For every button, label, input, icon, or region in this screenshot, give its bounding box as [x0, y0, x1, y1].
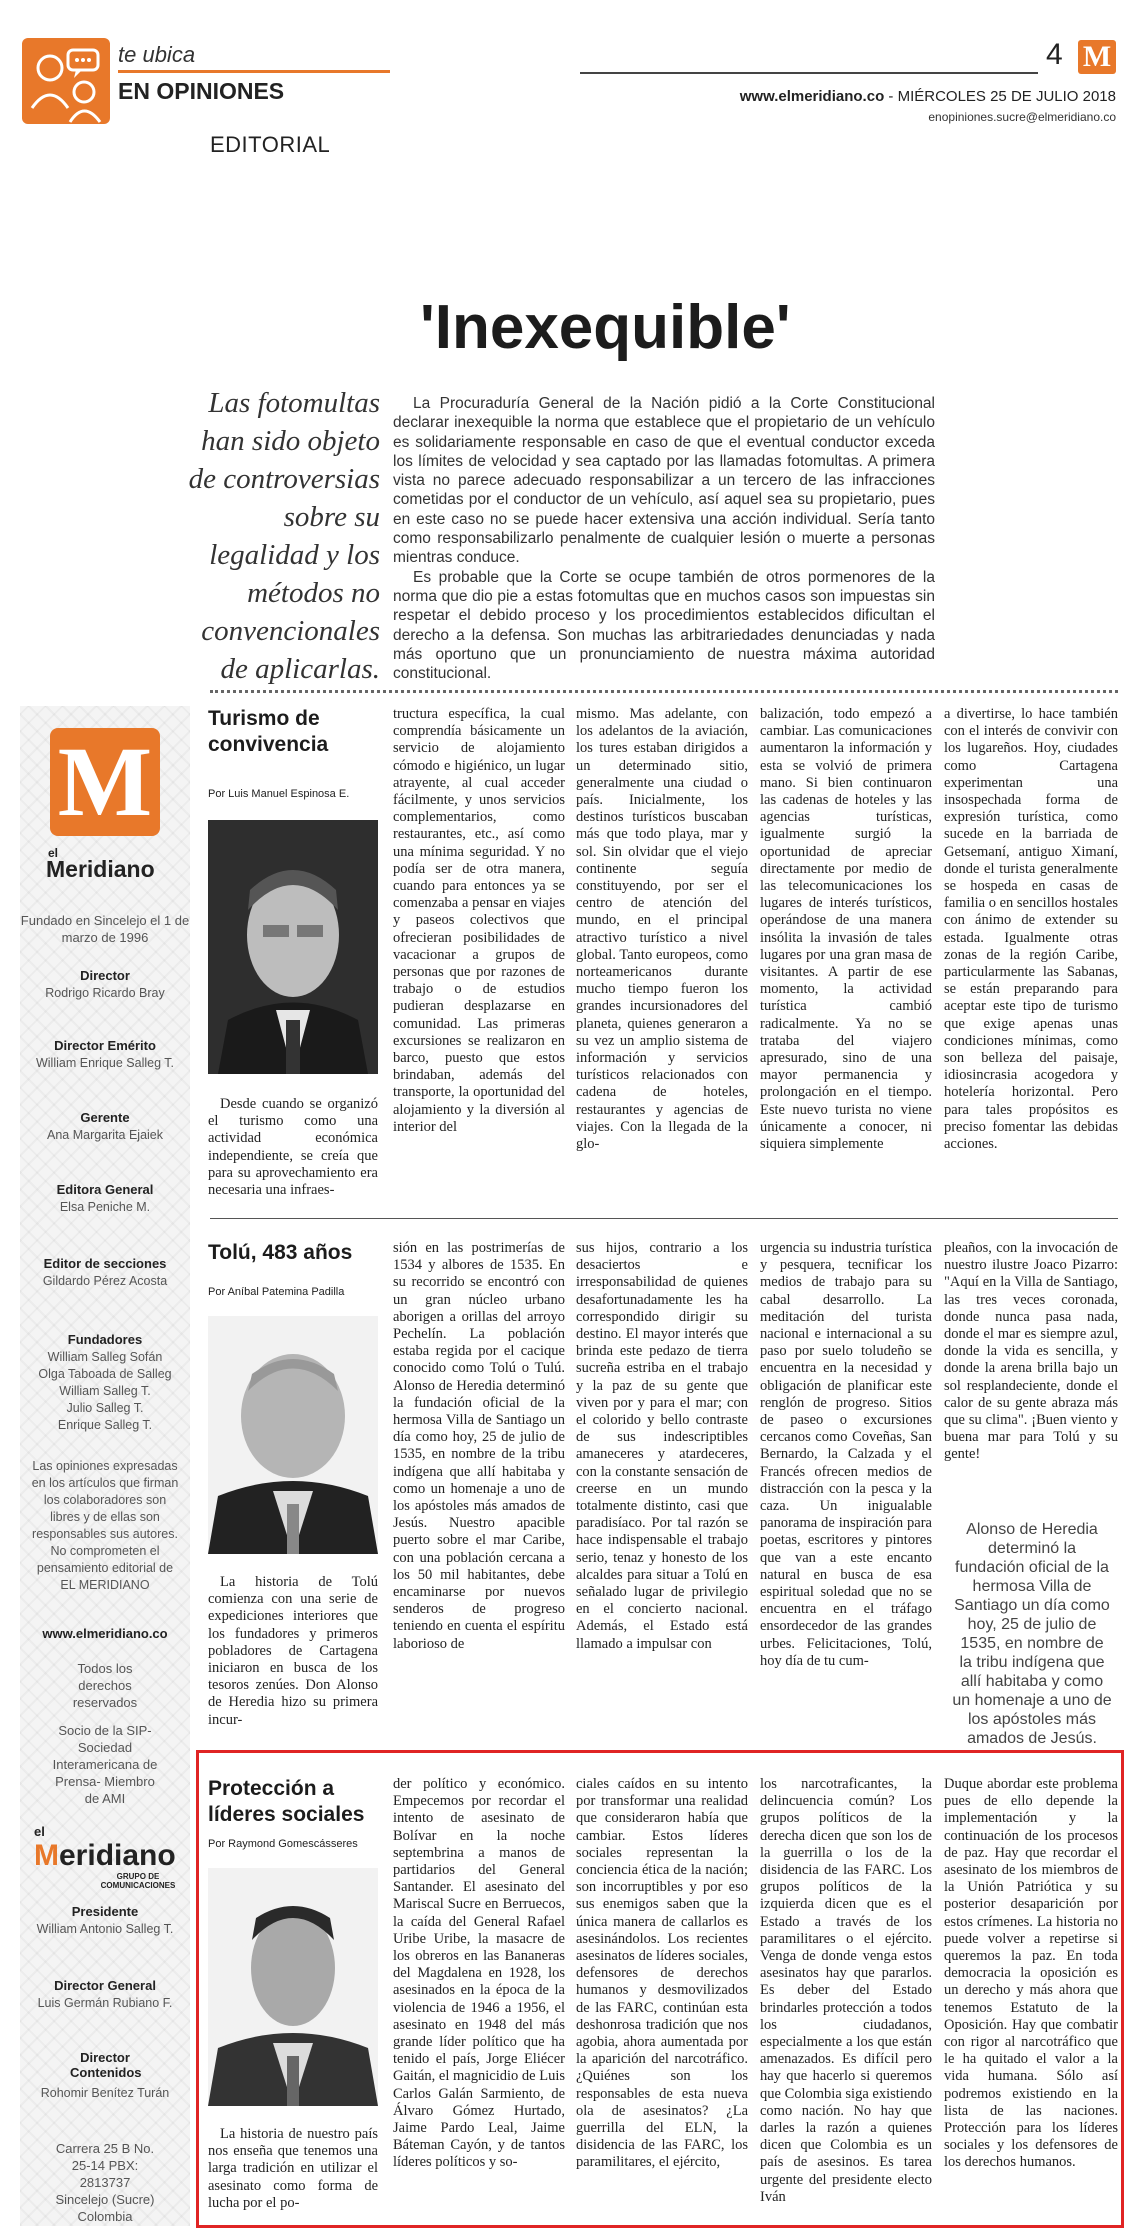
article-lead: Desde cuando se organizó el turismo como una actividad económica independiente, se creía que para su aprovechamiento era necesaria una infraes-	[208, 1096, 378, 1199]
article-lead: La historia de Tolú comienza con una serie de expediciones interiores que los fundadores y primeros pobladores de Cartagena iniciaron en busca de los tesoros zenúes. Don Alonso de Heredia hizo su primera incur-	[208, 1574, 378, 1728]
article-divider	[210, 1218, 1118, 1219]
address: Carrera 25 B No. 25-14 PBX: 2813737 Sincelejo (Sucre) Colombia	[55, 2141, 155, 2224]
masthead-sidebar	[20, 706, 190, 2226]
article-column: los narcotraficantes, la delincuencia común? Los grupos políticos de la derecha dicen que son los de la guerrilla o los de la disidencia de las FARC. Los grupos políticos de la izquierda dicen que es el Estado a través de los paramilitares o el ejército. Venga de donde venga estos asesinatos hay que pararlos. Es deber del Estado brindarles protección a todos los ciudadanos, especialmente a los que están amenazados. Es difícil pero hay que hacerlo si queremos que Colombia siga existiendo como nación. No hay que darles la razón a quienes dicen que Colombia es un país de asesinos. Es tarea urgente del presidente electo Iván	[760, 1776, 932, 2205]
editorial-divider	[210, 690, 1118, 693]
staff-name: Gildardo Pérez Acosta	[42, 1274, 168, 1288]
article-column: ciales caídos en su intento por transformar una realidad que consideraron había que cambiar. Estos líderes sociales representan la conciencia ética de la nación; son incorruptibles y por eso sus enemigos saben que la única manera de callarlos es asesinándolos. Los recientes asesinatos de líderes sociales, defensores de derechos humanos y desmovilizados de las FARC, continúan esta deshonrosa tradición que nos agobia, ahora aumentada por la aparición del narcotráfico. ¿Quiénes son los responsables de esta nueva ola de asesinatos? ¿La guerrilla del ELN, la disidencia de las FARC, los paramilitares, el ejército,	[576, 1776, 748, 2171]
article-column: Duque abordar este problema pues de ello depende la implementación y la continuación de los procesos de paz. Hay que recordar el asesinato de los miembros de la Unión Patriótica y su posterior desaparición por estos crímenes. La historia no puede volver a repetirse si queremos la paz. En toda democracia la oposición es un derecho y más ahora que tenemos Estatuto de la Oposición. Hay que combatir con rigor al narcotráfico que le ha quitado el valor a la vida humana. Sólo así podremos existiendo en la lista de las naciones. Protección para los líderes sociales y los defensores de los derechos humanos.	[944, 1776, 1118, 2171]
founded-note: Fundado en Sincelejo el 1 de marzo de 1996	[20, 913, 190, 945]
staff-name: William Antonio Salleg T.	[36, 1922, 174, 1936]
author-photo	[208, 1868, 378, 2106]
founder-name: Julio Salleg T.	[66, 1401, 144, 1415]
group-brand-rest: eridiano	[59, 1839, 176, 1872]
staff-role: Gerente	[80, 1110, 130, 1125]
page-number: 4	[1046, 38, 1063, 71]
staff-role: Presidente	[71, 1904, 139, 1919]
editorial-paragraph: La Procuraduría General de la Nación pidió a la Corte Constitucional declarar inexequible la norma que establece que el propietario de un vehículo es solidariamente responsable en caso de que el eventual conductor exceda los límites de velocidad y sea captado por las llamadas fotomultas. A primera vista no parece adecuado responsabilizar a un tercero de las infracciones cometidas por el conductor de un vehículo, así aquel sea su propietario, pues en este caso no se puede hacer extensiva una acción individual. Sería tanto como responsabilizarlo penalmente de cualquier lesión o muerte a personas mientras conduce.	[393, 395, 935, 567]
author-photo	[208, 820, 378, 1074]
article-column: balización, todo empezó a cambiar. Las comunicaciones aumentaron la información y esta se volvió de primera mano. Si bien continuaron las cadenas de hoteles y las agencias turísticas, igualmente surgió la oportunidad de apreciar directamente por medio de las telecomunicaciones los lugares de interés turísticos, operándose de una manera insólita la invasión de tales lugares por una gran masa de visitantes. A partir de ese momento, la actividad turística cambió radicalmente. Ya no se trataba del viajero apresurado, sino de una mayor permanencia y prolongación en el tiempo. Este nuevo turista no viene únicamente a conocer, ni siquiera simplemente	[760, 706, 932, 1153]
article-column: a divertirse, lo hace también con el interés de convivir con los lugareños. Hoy, ciudades como Cartagena experimentan una insospechada forma de expresión turística, como sucede en la barriada de Getsemaní, antiguo Ximaní, donde el turista generalmente se hospeda en casas de familia o en sencillos hostales con ánimo de extender su estada. Igualmente otras zonas de la región Caribe, particularmente las Sabanas, se están preparando para aceptar este tipo de turismo que exige apenas unas condiciones mínimas, como son belleza del paisaje, idiosincrasia acogedora y hotelería horizontal. Pero para tales propósitos es preciso fomentar las debidas acciones.	[944, 706, 1118, 1153]
pull-quote: Las fotomultas han sido objeto de controversias sobre su legalidad y los métodos no convencionales de aplicarlas.	[188, 387, 380, 685]
header-divider	[118, 70, 390, 73]
sidebar-website[interactable]: www.elmeridiano.co	[42, 1626, 168, 1641]
article-column: sión en las postrimerías de 1534 y albores de 1535. En su recorrido se encontró con un gran núcleo urbano aborigen a orillas del arroyo Pechelín. La población estaba regida por el cacique conocido como Tolú o Tulú. Alonso de Heredia determinó la fundación oficial de la hermosa Villa de Santiago un día como hoy, 25 de julio de 1535, en nombre de la tribu indígena que allí habitaba y como un homenaje a uno de los apóstoles más amados de Jesús. Nuestro apacible puerto sobre el mar Caribe, con una población cercana a los 50 mil habitantes, debe encaminarse por nuevos senderos de progreso teniendo en cuenta el espíritu laborioso de	[393, 1240, 565, 1652]
staff-name: Rodrigo Ricardo Bray	[45, 986, 165, 1000]
staff-name: Elsa Peniche M.	[59, 1200, 151, 1214]
article-column: pleaños, con la invocación de nuestro ilustre Joaco Pizarro: "Aquí en la Villa de Santiago, las tres veces coronada, donde nunca pasa nada, donde el mar es siempre azul, donde la vida es sencilla, y donde la arena brilla bajo un sol resplandeciente, donde el calor de su gente abraza más que su clima". ¡Buen viento y buena mar para Tolú y su gente!	[944, 1240, 1118, 1463]
date-line	[740, 88, 1116, 105]
article-title: Turismo de convivencia	[208, 707, 329, 756]
article-column: der político y económico. Empecemos por recordar el intento de asesinato de Bolívar en la noche septembrina a manos de partidarios del General Santander. El asesinato del Mariscal Sucre en Berruecos, la caída del General Rafael Uribe Uribe, la masacre de los obreros en las Bananeras del Magdalena en 1928, los asesinados en la época de la violencia de 1946 a 1956, el asesinato en 1948 del más grande líder político que ha tenido el país, Jorge Eliécer Gaitán, el magnicidio de Luis Carlos Galán Sarmiento, de Álvaro Gómez Hurtado, Jaime Pardo Leal, Jaime Báteman Cayón, y de tantos líderes políticos y so-	[393, 1776, 565, 2171]
group-brand-initial: M	[34, 1839, 59, 1872]
article-column: mismo. Mas adelante, con los adelantos de la aviación, los tures estaban dirigidos a un determinado sitio, generalmente una ciudad o país. Inicialmente, los destinos turísticos buscaban más que todo playa, mar y sol. Sin olvidar que el viejo continente seguía constituyendo, por ser el centro de atención del mundo, en el principal atractivo turístico a nivel global. Tanto europeos, como norteamericanos durante mucho tiempo fueron los grandes incursionadores del planeta, quienes generaron a su vez un amplio sistema de información y servicios turísticos relacionados con cadena de hoteles, restaurantes y agencias de viajes. Con la llegada de la glo-	[576, 706, 748, 1153]
article-byline: Por Raymond Gomescásseres	[208, 1838, 358, 1850]
staff-role: Director	[80, 968, 130, 983]
meridiano-logo: M	[50, 728, 160, 836]
article-byline: Por Aníbal Patemina Padilla	[208, 1286, 345, 1298]
meridiano-mini-logo: M	[1078, 40, 1116, 74]
article-column: tructura específica, la cual comprendía básicamente un servicio de alojamiento cómodo e higiénico, un lugar atrayente, al cual acceder fácilmente, y unos servicios complementarios, como restaurantes, etc., así como una mínima seguridad. Y no podía ser de otra manera, cuando para entonces ya se comenzaba a pensar en viajes y paseos colectivos que ofrecieran posibilidades de vacacionar a grupos de personas que por razones de trabajo o de estudios pudieran desplazarse en comunidad. Las primeras excursiones se realizaron en barco, puesto que estos brindaban, además del transporte, la oportunidad del alojamiento y la diversión al interior del	[393, 706, 565, 1135]
header-rule	[580, 72, 1038, 74]
staff-role: Director Contenidos	[70, 2050, 142, 2080]
founder-name: Enrique Salleg T.	[57, 1418, 153, 1432]
staff-role: Editora General	[56, 1182, 154, 1197]
founder-name: Olga Taboada de Salleg	[38, 1367, 172, 1381]
staff-name: Rohomir Benítez Turán	[40, 2086, 170, 2100]
founder-name: William Salleg T.	[59, 1384, 151, 1398]
staff-role: Director Emérito	[54, 1038, 156, 1053]
editorial-body	[393, 394, 935, 683]
website-link[interactable]: www.elmeridiano.co	[739, 88, 885, 105]
editorial-paragraph: Es probable que la Corte se ocupe también de otros pormenores de la norma que dio pie a estas fotomultas que en muchos casos son impuestas sin respetar el debido proceso y los procedimientos establecidos dificultan el derecho a la defensa. Son muchas las arbitrariedades denunciadas y nada más oportuno que un pronunciamiento de nuestra máxima autoridad constitucional.	[393, 568, 935, 683]
article-title: Protección a líderes sociales	[208, 1777, 365, 1826]
article-column: sus hijos, contrario a los desaciertos e irresponsabilidad de quienes desafortunadamente les ha correspondido dirigir su destino. El mayor interés que brinda este pedazo de tierra sucreña estriba en el trabajo y la paz de su gente que viven por y para el mar; con el colorido y bello contraste de sus indescriptibles amaneceres y atardeceres, con la constante sensación de creerse en un mundo totalmente distinto, casi que paradisíaco. Por tal razón se hace indispensable el trabajo serio, tenaz y honesto de los alcaldes para situar a Tolú en señalado lugar de privilegio en el concierto nacional. Además, el Estado está llamado a impulsar con	[576, 1240, 748, 1652]
brand-article: el	[48, 846, 59, 860]
staff-role: Editor de secciones	[43, 1256, 167, 1271]
staff-name: Luis Germán Rubiano F.	[37, 1996, 173, 2010]
staff-name: Ana Margarita Ejaiek	[46, 1128, 164, 1142]
article-column: urgencia su industria turística y pesquera, tecnificar los medios de trabajo para su cabal desarrollo. La meditación del turista nacional e internacional a su paso por suelo toludeño se encuentra en la necesidad y obligación de planificar este renglón de progreso. Sitios de paseo o excursiones cercanos como Coveñas, San Bernardo, la Calzada y el Francés ofrecen medios de distracción con la pesca y la caza. Un inigualable panorama de inspiración para poetas, escritores y pintores que van a este encanto natural en busca de esa espiritual soledad que no se encuentra en el tráfago ensordecedor de las grandes urbes. Felicitaciones, Tolú, hoy día de tu cum-	[760, 1240, 932, 1669]
article-byline: Por Luis Manuel Espinosa E.	[208, 788, 350, 800]
founder-name: William Salleg Sofán	[47, 1350, 163, 1364]
group-brand-name	[34, 1839, 176, 1873]
staff-name: William Enrique Salleg T.	[35, 1056, 175, 1070]
group-tagline: GRUPO DE COMUNICACIONES	[100, 1872, 176, 1890]
article-lead: La historia de nuestro país nos enseña que tenemos una larga tradición en utilizar el asesinato como forma de lucha por el po-	[208, 2126, 378, 2211]
te-ubica-label: te ubica	[118, 42, 196, 67]
editorial-title: 'Inexequible'	[420, 293, 791, 362]
author-photo	[208, 1316, 378, 1554]
opinions-logo-icon	[22, 38, 110, 124]
article-title: Tolú, 483 años	[208, 1241, 353, 1264]
brand-name: Meridiano	[46, 856, 155, 882]
founders-label: Fundadores	[67, 1332, 143, 1347]
contact-email[interactable]: enopiniones.sucre@elmeridiano.co	[928, 110, 1116, 124]
disclaimer: Las opiniones expresadas en los artículos que firman los colaboradores son libres y de ellas son responsables sus autores. No comprometen el pensamiento editorial de EL MERIDIANO	[31, 1459, 179, 1592]
section-label: EDITORIAL	[210, 132, 331, 157]
staff-role: Director General	[54, 1978, 156, 1993]
inset-quote: Alonso de Heredia determinó la fundación oficial de la hermosa Villa de Santiago un día como hoy, 25 de julio de 1535, en nombre de la tribu indígena que allí habitaba y como un homenaje a uno de los apóstoles más amados de Jesús.	[952, 1521, 1112, 1747]
sip-membership: Socio de la SIP-Sociedad Interamericana de Prensa- Miembro de AMI	[52, 1723, 158, 1806]
group-brand-article: el	[34, 1824, 45, 1839]
rights-note: Todos los derechos reservados	[72, 1661, 138, 1710]
issue-date: - MIÉRCOLES 25 DE JULIO 2018	[888, 88, 1116, 105]
section-brand: EN OPINIONES	[118, 78, 285, 104]
